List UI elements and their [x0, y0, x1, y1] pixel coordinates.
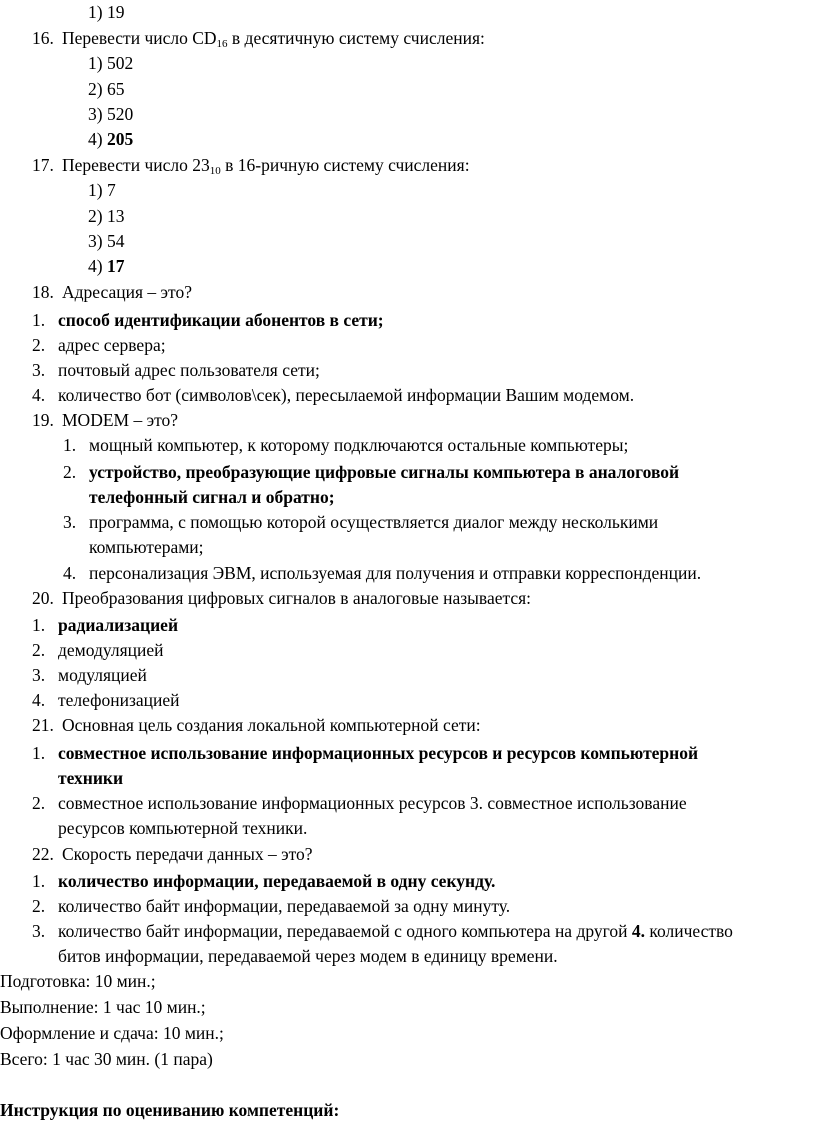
correct-answer: совместное использование информационных ресурсов и ресурсов компьютерной — [58, 743, 699, 763]
question-text: MODEM – это? — [62, 410, 179, 430]
question-number: 21. — [32, 715, 54, 735]
correct-answer: радиализацией — [58, 615, 179, 635]
question-text: Адресация – это? — [62, 282, 192, 302]
q16-option-3: 3) 520 — [88, 104, 134, 124]
question-20 — [32, 587, 531, 609]
question-17 — [32, 154, 470, 176]
timing-design: Оформление и сдача: 10 мин.; — [0, 1023, 224, 1043]
question-text: Скорость передачи данных – это? — [62, 844, 313, 864]
question-text: Преобразования цифровых сигналов в аналоговые называется: — [62, 588, 532, 608]
question-21 — [32, 714, 481, 736]
question-number: 17. — [32, 155, 54, 175]
correct-answer: способ идентификации абонентов в сети; — [58, 310, 384, 330]
question-text-end: в десятичную систему счисления: — [227, 28, 485, 48]
timing-total: Всего: 1 час 30 мин. (1 пара) — [0, 1049, 213, 1069]
q19-option-3: 3. программа, с помощью которой осуществляется диалог между несколькими — [63, 512, 659, 532]
question-text: Перевести число CD — [62, 28, 217, 48]
question-19 — [32, 409, 178, 431]
q15-option-1: 1) 19 — [88, 2, 125, 22]
question-text: Перевести число 23 — [62, 155, 210, 175]
q20-option-4: 4. телефонизацией — [32, 690, 180, 710]
question-number: 18. — [32, 282, 54, 302]
q16-option-4: 4) 205 — [88, 129, 134, 149]
q19-option-3-cont: компьютерами; — [89, 537, 204, 557]
question-16 — [32, 27, 485, 49]
question-text: Основная цель создания локальной компьютерной сети: — [62, 715, 481, 735]
q22-option-3: 3. количество байт информации, передаваемой с одного компьютера на другой 4. количество — [32, 921, 733, 941]
question-18 — [32, 281, 192, 303]
question-number: 20. — [32, 588, 54, 608]
q22-option-1: 1. количество информации, передаваемой в одну секунду. — [32, 871, 496, 891]
q21-option-2-cont: ресурсов компьютерной техники. — [58, 818, 308, 838]
q17-option-3: 3) 54 — [88, 231, 125, 251]
q20-option-1: 1. радиализацией — [32, 615, 179, 635]
q16-option-2: 2) 65 — [88, 79, 125, 99]
q19-option-4: 4. персонализация ЭВМ, используемая для получения и отправки корреспонденции. — [63, 563, 702, 583]
q18-option-1: 1. способ идентификации абонентов в сети; — [32, 310, 384, 330]
q19-option-1: 1. мощный компьютер, к которому подключаются остальные компьютеры; — [63, 435, 629, 455]
correct-answer: количество информации, передаваемой в одну секунду. — [58, 871, 496, 891]
question-22 — [32, 843, 313, 865]
q17-option-2: 2) 13 — [88, 206, 125, 226]
section-heading: Инструкция по оцениванию компетенций: — [0, 1100, 340, 1120]
question-number: 16. — [32, 28, 54, 48]
timing-prep: Подготовка: 10 мин.; — [0, 971, 156, 991]
q19-option-2: 2. устройство, преобразующие цифровые сигналы компьютера в аналоговой — [63, 462, 680, 482]
base-subscript: 16 — [216, 38, 228, 50]
q20-option-3: 3. модуляцией — [32, 665, 147, 685]
q18-option-2: 2. адрес сервера; — [32, 335, 166, 355]
question-text-end: в 16-ричную систему счисления: — [220, 155, 470, 175]
q19-option-2-cont: телефонный сигнал и обратно; — [89, 487, 335, 507]
q17-option-1: 1) 7 — [88, 180, 116, 200]
correct-answer: 17 — [106, 256, 125, 276]
correct-answer: 205 — [106, 129, 134, 149]
q17-option-4: 4) 17 — [88, 256, 125, 276]
q18-option-4: 4. количество бот (символов\сек), пересылаемой информации Вашим модемом. — [32, 385, 635, 405]
q21-option-1-cont: техники — [58, 768, 124, 788]
q21-option-1: 1. совместное использование информационных ресурсов и ресурсов компьютерной — [32, 743, 699, 763]
question-number: 22. — [32, 844, 54, 864]
q21-option-2: 2. совместное использование информационных ресурсов 3. совместное использование — [32, 793, 687, 813]
q22-option-3-cont: битов информации, передаваемой через модем в единицу времени. — [58, 946, 558, 966]
base-subscript: 10 — [209, 165, 221, 177]
question-number: 19. — [32, 410, 54, 430]
q22-option-2: 2. количество байт информации, передаваемой за одну минуту. — [32, 896, 511, 916]
timing-exec: Выполнение: 1 час 10 мин.; — [0, 997, 206, 1017]
q16-option-1: 1) 502 — [88, 53, 134, 73]
q18-option-3: 3. почтовый адрес пользователя сети; — [32, 360, 320, 380]
q20-option-2: 2. демодуляцией — [32, 640, 164, 660]
correct-answer: устройство, преобразующие цифровые сигналы компьютера в аналоговой — [89, 462, 680, 482]
